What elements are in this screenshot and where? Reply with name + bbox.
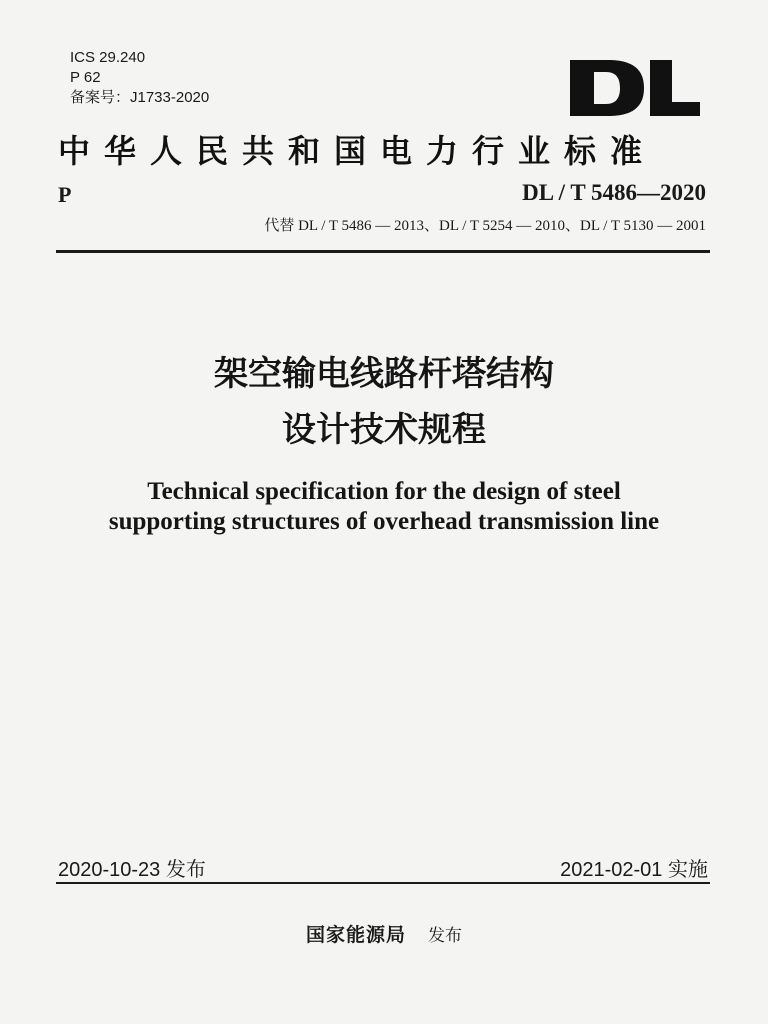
header-divider — [56, 250, 710, 253]
category-letter: P — [58, 182, 72, 207]
ics-code: ICS 29.240 — [70, 49, 146, 66]
logo-letter-d — [570, 60, 644, 116]
implementation-date: 2021-02-01 实施 — [560, 859, 708, 881]
publisher-org: 国家能源局 — [305, 924, 406, 946]
title-chinese-line1: 架空输电线路杆塔结构 — [214, 354, 554, 394]
dl-logo — [570, 60, 700, 116]
issuing-standard-series: 中华人民共和国电力行业标准 — [58, 132, 657, 170]
logo-letter-l — [650, 60, 700, 116]
replaces-standards: 代替 DL / T 5486 — 2013、DL / T 5254 — 2010、DL / T 5130 — 2001 — [264, 218, 706, 234]
standard-number: DL / T 5486—2020 — [522, 180, 706, 205]
title-english-line2: supporting structures of overhead transmission line — [108, 508, 660, 535]
footer-divider — [56, 882, 710, 884]
title-chinese-line2: 设计技术规程 — [282, 410, 486, 450]
classification-block — [70, 48, 209, 108]
record-number: 备案号：J1733-2020 — [70, 89, 210, 106]
category-code: P 62 — [70, 69, 101, 86]
issue-date: 2020-10-23 发布 — [58, 859, 206, 881]
title-english-line1: Technical specification for the design of steel — [147, 478, 621, 505]
publisher-line — [0, 920, 768, 947]
publisher-verb: 发布 — [428, 926, 462, 946]
